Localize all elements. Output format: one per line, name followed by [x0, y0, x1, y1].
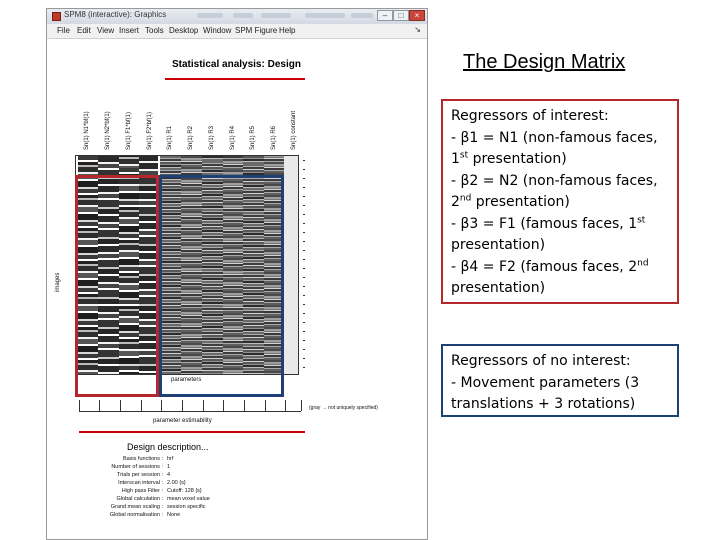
- estimability-bar: [265, 400, 266, 411]
- titlebar-blur: [233, 13, 253, 18]
- maximize-button[interactable]: □: [393, 10, 409, 21]
- column-label: Sn(1) R1: [167, 125, 173, 150]
- design-value: session specific: [167, 504, 206, 510]
- minimize-button[interactable]: –: [377, 10, 393, 21]
- no-interest-line: - Movement parameters (3: [451, 374, 640, 391]
- design-value: Cutoff: 128 {s}: [167, 488, 202, 494]
- design-value: 2.00 {s}: [167, 480, 186, 486]
- design-description-row: [91, 480, 241, 487]
- design-key: Global calculation :: [116, 496, 163, 502]
- design-description-row: [91, 456, 241, 463]
- column-label: Sn(1) N1*bf(1): [84, 111, 90, 150]
- column-label: Sn(1) N2*bf(1): [105, 111, 111, 150]
- title-rule: [165, 78, 305, 80]
- design-key: Global normalisation :: [109, 512, 163, 518]
- menu-desktop[interactable]: Desktop: [169, 26, 199, 35]
- design-description-row: [91, 488, 241, 495]
- design-value: 4: [167, 472, 171, 478]
- row-tick: [303, 268, 305, 269]
- column-label: Sn(1) constant: [291, 110, 297, 150]
- row-tick: [303, 313, 305, 314]
- interest-heading: Regressors of interest:: [451, 108, 609, 124]
- interest-item: - β2 = N2 (non-famous faces,: [451, 172, 658, 189]
- estimability-bar: [99, 400, 100, 411]
- design-description-row: [91, 464, 241, 471]
- interest-item-cont: 1st presentation): [451, 150, 567, 167]
- design-description-row: [91, 512, 241, 519]
- interest-item-cont: presentation): [451, 280, 546, 296]
- row-tick: [303, 187, 305, 188]
- row-tick: [303, 358, 305, 359]
- menu-tools[interactable]: Tools: [145, 26, 164, 35]
- row-tick: [303, 367, 305, 368]
- design-value: mean voxel value: [167, 496, 210, 502]
- interest-item: - β3 = F1 (famous faces, 1st: [451, 214, 646, 232]
- no-interest-line: translations + 3 rotations): [451, 396, 636, 412]
- design-key: High pass Filter :: [121, 488, 163, 494]
- titlebar-blur: [197, 13, 223, 18]
- row-tick: [303, 223, 305, 224]
- window-titlebar[interactable]: [47, 9, 427, 25]
- column-label: Sn(1) F2*bf(1): [147, 111, 153, 150]
- row-tick: [303, 232, 305, 233]
- matlab-app-icon: [52, 12, 61, 21]
- row-tick: [303, 214, 305, 215]
- design-key: Number of sessions :: [111, 464, 163, 470]
- menu-insert[interactable]: Insert: [119, 26, 140, 35]
- estimability-bar: [244, 400, 245, 411]
- design-key: Trials per session :: [117, 472, 163, 478]
- no-interest-heading: Regressors of no interest:: [451, 353, 631, 369]
- regressors-of-no-interest-box: [441, 344, 679, 417]
- row-tick: [303, 322, 305, 323]
- column-label: Sn(1) R2: [188, 125, 194, 150]
- column-label: Sn(1) R4: [230, 125, 236, 150]
- design-key: Grand mean scaling :: [110, 504, 163, 510]
- titlebar-blur: [305, 13, 345, 18]
- estimability-bar: [301, 400, 302, 411]
- dock-arrow-icon[interactable]: ↘: [414, 25, 421, 34]
- row-tick: [303, 304, 305, 305]
- titlebar-blur: [351, 13, 373, 18]
- menu-file[interactable]: File: [57, 26, 70, 35]
- design-value: None: [167, 512, 181, 518]
- column-label: Sn(1) R6: [271, 125, 277, 150]
- row-tick: [303, 277, 305, 278]
- design-key: Interscan interval :: [118, 480, 163, 486]
- row-tick: [303, 196, 305, 197]
- design-value: 1: [167, 464, 171, 470]
- figure-canvas: [47, 38, 427, 540]
- menu-window[interactable]: Window: [203, 26, 232, 35]
- column-label: Sn(1) R5: [250, 125, 256, 150]
- row-tick: [303, 331, 305, 332]
- interest-item-cont: presentation): [451, 237, 546, 253]
- design-description-title: Design description...: [127, 442, 209, 452]
- row-tick: [303, 241, 305, 242]
- design-key: Basis functions :: [122, 456, 163, 462]
- estimability-label: parameter estimability: [153, 418, 212, 424]
- menu-edit[interactable]: Edit: [77, 26, 91, 35]
- design-value: hrf: [167, 456, 174, 462]
- row-tick: [303, 250, 305, 251]
- close-button[interactable]: ×: [409, 10, 425, 21]
- estimability-bar: [79, 400, 80, 411]
- estimability-bar: [203, 400, 204, 411]
- design-description-row: [91, 504, 241, 511]
- row-tick: [303, 160, 305, 161]
- interest-item-cont: 2nd presentation): [451, 193, 570, 210]
- estimability-bar: [161, 400, 162, 411]
- menu-spm-figure[interactable]: SPM Figure: [235, 26, 278, 35]
- row-tick: [303, 340, 305, 341]
- estimability-bar: [223, 400, 224, 411]
- estimability-bar: [285, 400, 286, 411]
- design-description-row: [91, 472, 241, 479]
- menu-view[interactable]: View: [97, 26, 115, 35]
- slide-title: The Design Matrix: [463, 51, 626, 73]
- interest-regressors-highlight: [75, 175, 159, 397]
- column-label: Sn(1) R3: [209, 125, 215, 150]
- estimability-note: (gray → not uniquely specified): [309, 405, 378, 411]
- row-tick: [303, 295, 305, 296]
- row-tick: [303, 169, 305, 170]
- estimability-bar: [182, 400, 183, 411]
- window-title: SPM8 (interactive): Graphics: [64, 10, 167, 19]
- estimability-bar: [120, 400, 121, 411]
- no-interest-regressors-highlight: [159, 175, 284, 397]
- matrix-column: [284, 156, 298, 374]
- regressors-of-interest-box: [441, 99, 679, 304]
- row-tick: [303, 286, 305, 287]
- estimability-bar: [141, 400, 142, 411]
- titlebar-blur: [261, 13, 291, 18]
- images-axis-label: images: [55, 272, 61, 292]
- estimability-axis: [79, 411, 301, 412]
- section-rule: [79, 431, 305, 433]
- row-tick: [303, 178, 305, 179]
- menu-help[interactable]: Help: [279, 26, 296, 35]
- figure-title: Statistical analysis: Design: [172, 59, 301, 70]
- row-tick: [303, 259, 305, 260]
- row-tick: [303, 349, 305, 350]
- menubar: [47, 24, 427, 39]
- interest-item: - β4 = F2 (famous faces, 2nd: [451, 257, 649, 275]
- spm-graphics-window: [46, 8, 428, 540]
- interest-item: - β1 = N1 (non-famous faces,: [451, 129, 658, 146]
- column-label: Sn(1) F1*bf(1): [126, 111, 132, 150]
- design-description-row: [91, 496, 241, 503]
- row-tick: [303, 205, 305, 206]
- parameters-label: parameters: [171, 377, 202, 383]
